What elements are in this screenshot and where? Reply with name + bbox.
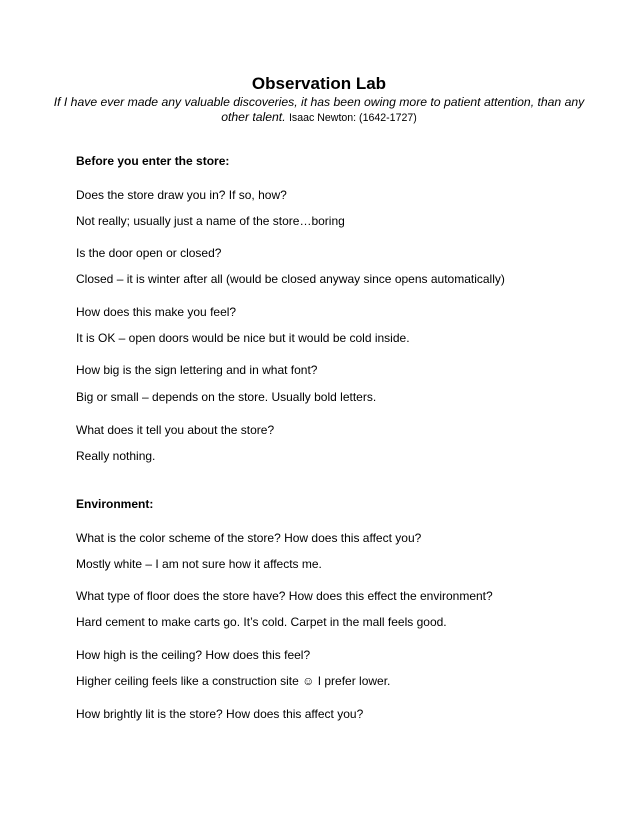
answer-line: Higher ceiling feels like a construction site ☺ I prefer lower. (76, 674, 391, 688)
question-line: How does this make you feel? (76, 305, 237, 319)
question-line: How brightly lit is the store? How does this affect you? (76, 707, 364, 721)
question-line: What type of floor does the store have? How does this effect the environment? (76, 589, 493, 603)
question-line: Does the store draw you in? If so, how? (76, 188, 287, 202)
page-title: Observation Lab (251, 74, 387, 93)
answer-line: It is OK – open doors would be nice but it would be cold inside. (76, 331, 410, 345)
answer-line: Hard cement to make carts go. It’s cold. Carpet in the mall feels good. (76, 615, 447, 629)
answer-line: Mostly white – I am not sure how it affects me. (76, 557, 322, 571)
answer-line: Big or small – depends on the store. Usually bold letters. (76, 390, 377, 404)
answer-line: Not really; usually just a name of the store…boring (76, 214, 345, 228)
epigraph-quote (40, 95, 598, 126)
question-line: How high is the ceiling? How does this feel? (76, 648, 311, 662)
quote-text: If I have ever made any valuable discoveries, it has been owing more to patient attention, than any other talent. (53, 95, 585, 124)
answer-line: Closed – it is winter after all (would be closed anyway since opens automatically) (76, 272, 505, 286)
question-line: How big is the sign lettering and in what font? (76, 363, 318, 377)
question-line: Is the door open or closed? (76, 246, 222, 260)
section-heading-before-store: Before you enter the store: (76, 154, 230, 168)
quote-author: Isaac Newton: (1642-1727) (288, 112, 417, 124)
answer-line: Really nothing. (76, 449, 156, 463)
question-line: What does it tell you about the store? (76, 423, 275, 437)
section-heading-environment: Environment: (76, 497, 154, 511)
question-line: What is the color scheme of the store? How does this affect you? (76, 531, 422, 545)
